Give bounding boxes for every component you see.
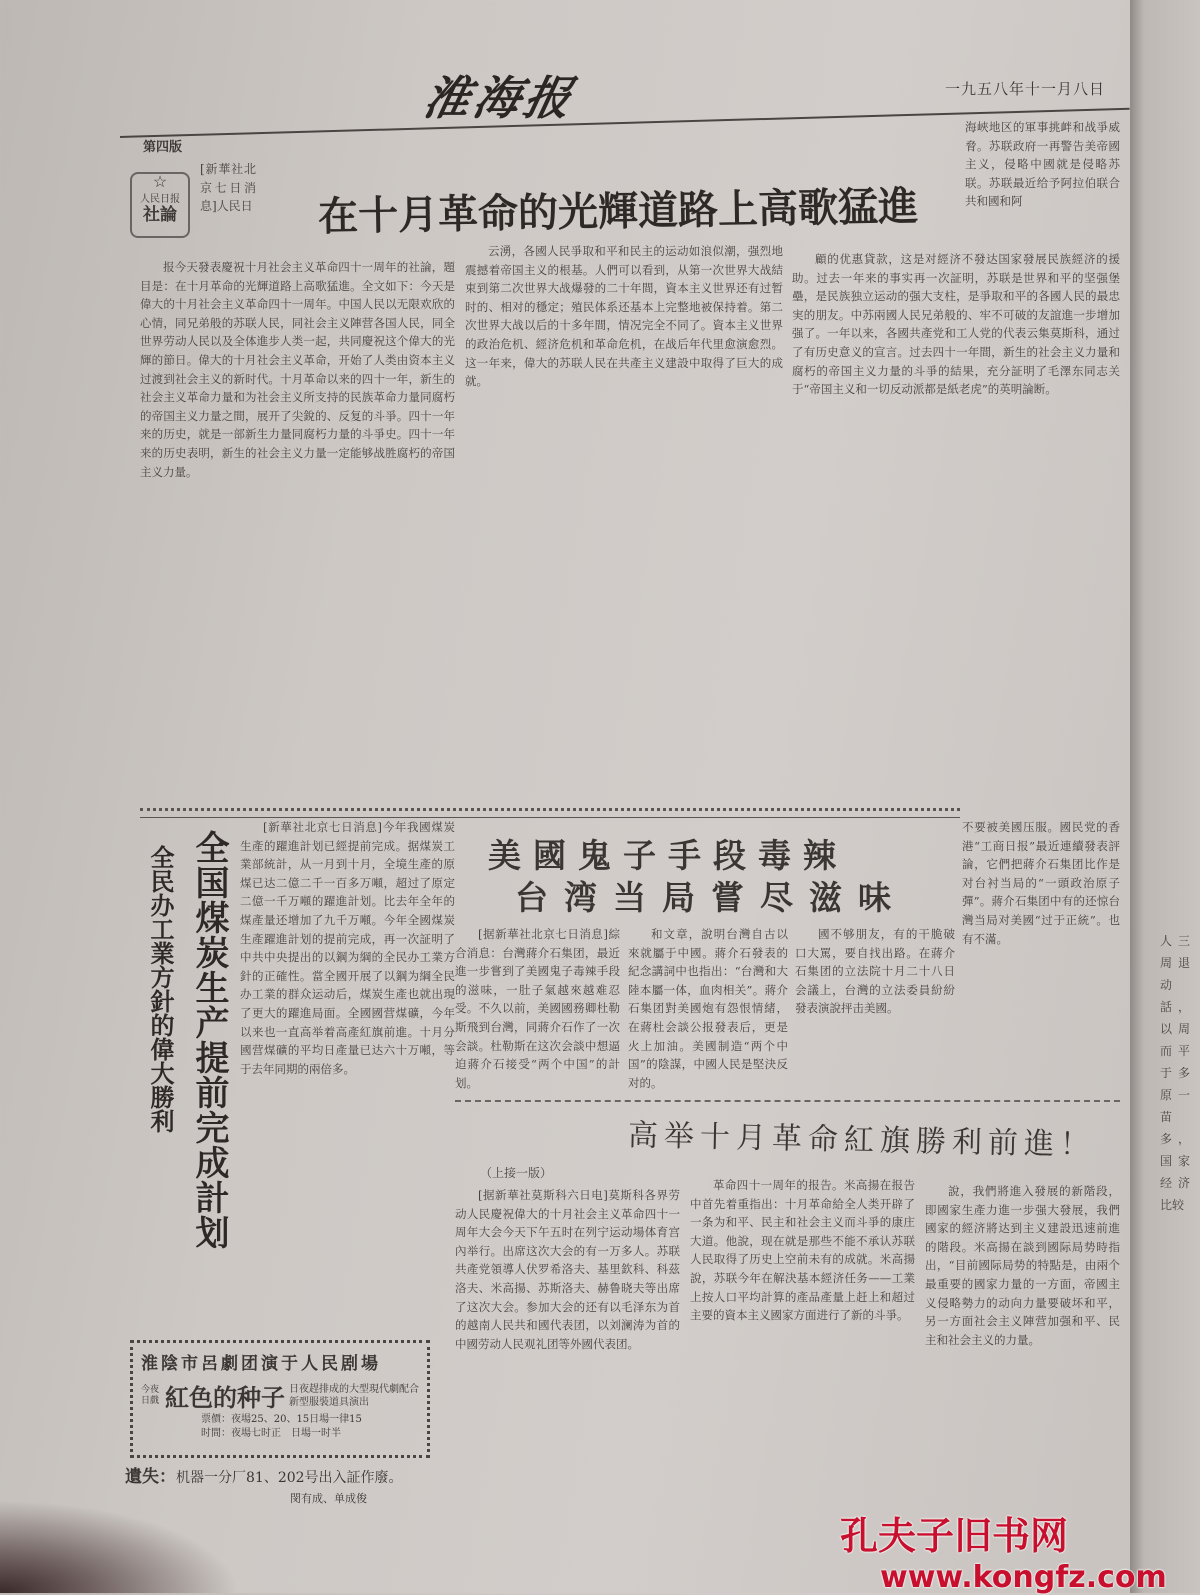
us-article-right-column: 不要被美國压服。國民党的香港“工商日报”最近連續發表評論，它們把蔣介石集团比作是对台衬当局的“一頭政治原子彈”。蔣介石集团中有的还惊台灣当局对美國“过于正統”。也有不滿。 — [962, 820, 1120, 946]
us-article-column-2 — [628, 925, 788, 1095]
ad-when: 今夜日戲 — [141, 1384, 160, 1406]
ad-price: 票價：夜場25、20、15日場一律15 — [201, 1414, 362, 1425]
october-headline: 高举十月革命紅旗勝利前進！ — [627, 1118, 1097, 1163]
october-column-1 — [455, 1186, 680, 1536]
paragraph: 报今天發表慶祝十月社会主义革命四十一周年的社論，題目是：在十月革命的光輝道路上高歌猛進。全文如下：今天是偉大的十月社会主义革命四十一周年。中国人民以无限欢欣的心情，同兄弟般的苏联人民，同社会主义陣营各国人民，同全世界劳动人民以及全体進步人类一起，共同慶祝这个偉大的光輝的節日。偉大的十月社会主义革命，开始了人类由资本主义过渡到社会主义的新时代。十月革命以来的四十一年，新生的社会主义革命力量和为社会主义所支持的民族革命力量同腐朽的帝国主义力量之間，展开了尖銳的、反复的斗爭。四十一年来的历史，就是一部新生力量同腐朽力量的斗爭史。四十一年来的历史表明，新生的社会主义力量一定能够战胜腐朽的帝国主义力量。 — [140, 260, 455, 479]
coal-headline: 全国煤炭生产提前完成計划 — [189, 830, 229, 1250]
october-column-3 — [925, 1182, 1120, 1492]
watermark-cn: 孔夫子旧书网 — [840, 1514, 1069, 1558]
paragraph: 國不够朋友，有的干脆破口大罵，要自找出路。在蔣介石集团的立法院十月二十八日会議上，台灣的立法委員紛紛發表演說抨击美國。 — [795, 927, 955, 1016]
box-border — [455, 1100, 1120, 1104]
right-top-text: 海峽地区的軍事挑衅和战爭威脅。苏联政府一再警告美帝國主义，侵略中國就是侵略苏联。苏联最近给予阿拉伯联合共和國和阿 — [965, 120, 1120, 209]
section-divider — [140, 808, 960, 818]
paragraph: 革命四十一周年的报告。米高揚在报告中首先着重指出：十月革命給全人类开辟了一条为和平、民主和社会主义而斗爭的康庄大道。他說，现在就是那些不能不承认苏联人民取得了历史上空前未有的成就。米高揚說，苏联今年在解決基本經济任务——工業上按人口平均計算的產品產量上赶上和超过主要的資本主义國家方面进行了新的斗爭。 — [690, 1178, 915, 1323]
us-article-column-1 — [455, 925, 620, 1095]
paragraph: 和文章，說明台灣自古以來就屬于中國。蔣介石發表的紀念講詞中也指出：“台灣和大陸本屬一体，血肉相关”。蔣介石集团對美國炮有怨恨情緒，在蔣杜会談公报發表后，更是火上加油。美國制造“两个中国”的陰謀，中國人民是堅決反对的。 — [628, 927, 788, 1090]
october-column-2 — [690, 1176, 915, 1492]
editorial-column-1 — [140, 258, 455, 803]
us-article-subheadline: 台湾当局嘗尽滋味 — [515, 878, 907, 917]
paragraph: [新華社北京七日消息]今年我國煤炭生產的躍進計划已經提前完成。据煤炭工業部統計，从一月到十月，全境生產的原煤已达二億二千一百多万噸，超过了原定二億一千万噸的躍進計划。比去年全年的煤產量还增加了九千万噸。今年全國煤炭生產躍進計划的提前完成，再一次証明了中共中央提出的以鋼为綱的全民办工業方針的正確性。當全國开展了以鋼为綱全民办工業的群众运动后，煤炭生產也就出現了更大的躍進局面。全國國营煤礦，今年以来也一直高举着高產紅旗前進。十月分國营煤礦的平均日產量已达六十万噸，等于去年同期的兩倍多。 — [240, 820, 455, 1076]
paragraph: [据新華社莫斯科六日电]莫斯科各界劳动人民慶祝偉大的十月社会主义革命四十一周年大会今天下午五时在列宁运动場体育宫內举行。出席这次大会的有一万多人。苏联共產党領導人伏罗希洛夫、基里欽科、科茲洛夫、米高揚、苏斯洛夫、赫鲁晓夫等出席了这次大会。参加大会的还有以毛泽东为首的越南人民共和國代表团，以刘澜涛为首的中國劳动人民观礼团等外國代表团。 — [455, 1188, 680, 1351]
theater-advertisement — [130, 1340, 430, 1458]
continued-note: （上接一版） — [480, 1166, 553, 1180]
us-article-column-3 — [795, 925, 955, 1095]
adjacent-page-text: 人三周退动話，以周而平于多原一苗多，国家经济比较 — [1160, 934, 1190, 1212]
editorial-column-3 — [792, 250, 1120, 805]
us-article-headline: 美國鬼子手段毒辣 — [488, 836, 848, 875]
lost-signers: 閔有成、单成俊 — [290, 1492, 367, 1505]
coal-article-text — [240, 818, 455, 1288]
edition-label: 第四版 — [143, 140, 183, 155]
badge-label: 社論 — [143, 205, 177, 225]
paragraph: [据新華社北京七日消息]綜合消息：台灣蔣介石集团，最近進一步嘗到了美國鬼子毒辣手段的滋味，一肚子氣越來越难忍受。不久以前，美國國務卿杜勒斯飛到台灣，同蔣介石作了一次会談。杜勒斯在这次会談中想逼迫蔣介石接受“两个中国”的計划。 — [455, 927, 620, 1090]
ad-title: 淮陰市呂劇团演于人民剧場 — [141, 1354, 381, 1374]
paragraph: 顧的优惠貸款，这是对經济不發达国家發展民族經济的援助。过去一年来的事实再一次証明，苏联是世界和平的坚强堡壘，是民族独立运动的强大支柱，是爭取和平的各國人民的最忠実的朋友。中苏兩國人民兄弟般的、牢不可破的友誼進一步增加强了。一年以来，各國共產党和工人党的代表云集莫斯科，通过了有历史意义的宣言。过去四十一年間，新生的社会主义力量和腐朽的帝国主义力量的斗爭的結果，充分証明了毛澤东同志关于“帝国主义和一切反动派都是紙老虎”的英明論断。 — [792, 252, 1120, 397]
ad-time: 时間：夜場七时正 日場一时半 — [201, 1428, 341, 1439]
coal-subheadline: 全民办工業方針的偉大勝利 — [146, 845, 175, 1133]
lost-label: 遺失： — [125, 1467, 176, 1487]
badge-source: 人民日报 — [140, 194, 180, 205]
editorial-dateline: [新華社北京七日消息]人民日 — [200, 162, 256, 214]
editorial-column-2 — [465, 242, 783, 802]
star-icon: ☆ — [152, 172, 168, 191]
watermark — [840, 1505, 1167, 1595]
newspaper-logo: 淮海报 — [418, 71, 581, 125]
lost-text: 机器一分厂81、202号出入証作廢。 — [176, 1470, 403, 1486]
issue-date: 一九五八年十一月八日 — [945, 80, 1106, 98]
watermark-url: www.kongfz.com — [880, 1560, 1167, 1595]
photo-shadow — [0, 1500, 240, 1593]
editorial-badge — [130, 172, 190, 238]
ad-play-title: 紅色的种子 — [165, 1383, 285, 1412]
paragraph: 云湧，各國人民爭取和平和民主的运动如浪似潮，强烈地震撼着帝国主义的根基。人們可以看到，从第一次世界大战結束到第二次世界大战爆發的二十年間，資本主义世界还有过暂时的、相对的穩定；殖民体系还基本上完整地被保持着。第二次世界大战以后的十多年間，情况完全不同了。資本主义世界的政治危机、經济危机和革命危机，在战后年代里愈演愈烈。这一年来，偉大的苏联人民在共產主义建設中取得了巨大的成就。 — [465, 244, 783, 389]
adjacent-page-strip — [1130, 0, 1200, 1593]
ad-description: 日夜趕排成的大型現代劇配合新型服裝道具演出 — [289, 1383, 419, 1408]
editorial-headline: 在十月革命的光輝道路上高歌猛進 — [317, 182, 919, 241]
lost-notice — [125, 1462, 403, 1487]
paragraph: 說，我們將進入發展的新階段，即國家生產力進一步强大發展，我們國家的經济將达到主义建設迅速前進的階段。米高揚在談到國际局势時指出，“目前國际局势的特點是，由兩个最重要的國家力量的一方面，帝國主义侵略勢力的动向力量要破坏和平，另一方面社会主义陣营加强和平、民主和社会主义的力量。 — [925, 1184, 1120, 1347]
